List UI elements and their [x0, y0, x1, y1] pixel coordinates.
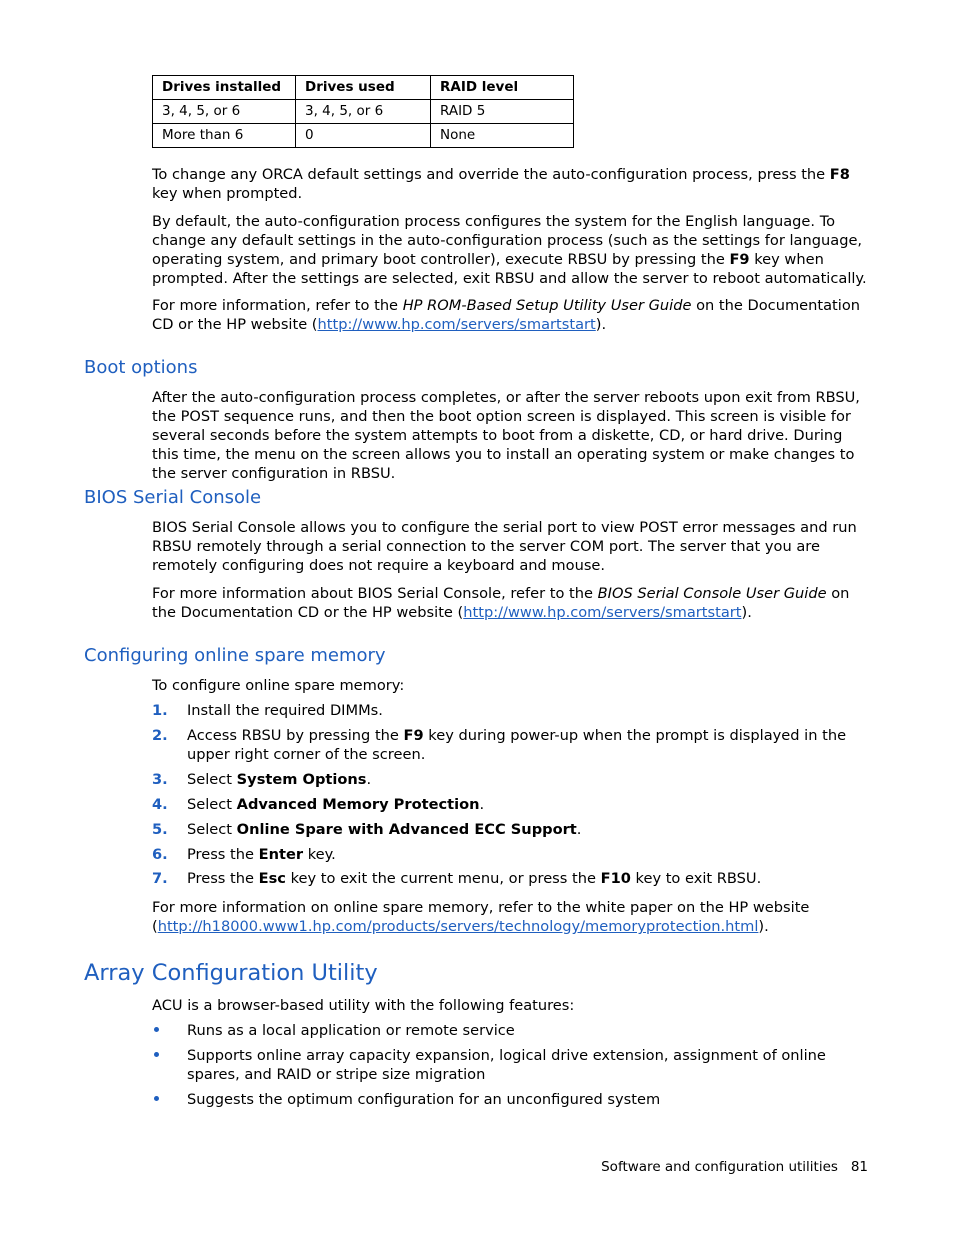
text: For more information, refer to the — [152, 297, 403, 314]
step-text — [187, 795, 870, 814]
text: By default, the auto-configuration process configures the system for the English language. To change any default settings in the auto-configuration process (such as the settings for language, operating system, and primary boot controller), execute RBSU by pressing the — [152, 213, 863, 268]
step-text — [187, 869, 870, 888]
footer-section-title: Software and configuration utilities — [601, 1159, 838, 1175]
step-text — [187, 820, 870, 839]
text: For more information about BIOS Serial Console, refer to the — [152, 585, 598, 602]
text: Select — [187, 796, 237, 813]
text: key to exit the current menu, or press the — [285, 870, 601, 887]
step-number: 2. — [152, 727, 168, 744]
step-number: 5. — [152, 821, 168, 838]
table-cell: 0 — [296, 124, 431, 148]
key-name: Esc — [258, 870, 286, 887]
text: ). — [758, 918, 769, 935]
text: Press the — [187, 870, 259, 887]
bullet-icon — [154, 1052, 159, 1057]
guide-title: BIOS Serial Console User Guide — [597, 585, 827, 602]
orca-paragraph — [152, 165, 870, 203]
step-number: 3. — [152, 771, 168, 788]
text: key when prompted. After the settings are selected, exit RBSU and allow the server to reboot automatically. — [152, 251, 867, 287]
table-cell: 3, 4, 5, or 6 — [153, 100, 296, 124]
text: ). — [741, 604, 752, 621]
bullet-icon — [154, 1096, 159, 1101]
boot-options-paragraph: After the auto-configuration process completes, or after the server reboots upon exit from RBSU, the POST sequence runs, and then the boot option screen is displayed. This screen is visible for several seconds before the system attempts to boot from a diskette, CD, or hard drive. During this time, the menu on the screen allows you to install an operating system or make changes to the server configuration in RBSU. — [152, 389, 860, 482]
spare-memory-info-paragraph — [152, 898, 870, 936]
step-text — [187, 726, 870, 764]
text: Select — [187, 771, 237, 788]
text: on the Documentation CD or the HP website ( — [152, 585, 850, 621]
text: . — [479, 796, 485, 813]
text: Press the — [187, 846, 259, 863]
step-number: 4. — [152, 796, 168, 813]
text: . — [576, 821, 582, 838]
memoryprotection-link[interactable]: http://h18000.www1.hp.com/products/servers/technology/memoryprotection.html — [157, 918, 759, 935]
table-header-cell: Drives used — [296, 76, 431, 100]
menu-option: Advanced Memory Protection — [236, 796, 480, 813]
acu-intro: ACU is a browser-based utility with the following features: — [152, 997, 575, 1014]
text: key to exit RBSU. — [630, 870, 762, 887]
table-cell: More than 6 — [153, 124, 296, 148]
step-text — [187, 701, 870, 720]
page-footer — [601, 1158, 868, 1177]
text: key. — [303, 846, 336, 863]
table-cell: 3, 4, 5, or 6 — [296, 100, 431, 124]
step-number: 7. — [152, 870, 168, 887]
bios-serial-info-paragraph — [152, 584, 870, 622]
bullet-icon — [154, 1027, 159, 1032]
key-name: Enter — [258, 846, 304, 863]
bullet-text: Runs as a local application or remote service — [187, 1022, 515, 1039]
page-number: 81 — [850, 1159, 868, 1175]
text: . — [366, 771, 372, 788]
key-name: F9 — [729, 251, 750, 268]
text: To change any ORCA default settings and override the auto-configuration process, press the — [152, 166, 830, 183]
default-settings-paragraph — [152, 212, 870, 288]
step-number: 6. — [152, 846, 168, 863]
acu-heading: Array Configuration Utility — [84, 960, 378, 986]
text: on the Documentation CD or the HP website ( — [152, 297, 861, 333]
table-cell: None — [431, 124, 574, 148]
text: key when prompted. — [152, 185, 303, 202]
text: Install the required DIMMs. — [187, 702, 383, 719]
spare-memory-heading: Configuring online spare memory — [84, 645, 386, 666]
table-header-row — [153, 76, 574, 100]
raid-table — [152, 75, 574, 148]
table-row — [153, 124, 574, 148]
table-header-cell: RAID level — [431, 76, 574, 100]
guide-title: HP ROM-Based Setup Utility User Guide — [402, 297, 692, 314]
spare-memory-intro: To configure online spare memory: — [152, 677, 405, 694]
text: Access RBSU by pressing the — [187, 727, 404, 744]
text: Select — [187, 821, 237, 838]
bullet-text: Suggests the optimum configuration for an unconfigured system — [187, 1091, 661, 1108]
table-cell: RAID 5 — [431, 100, 574, 124]
step-text — [187, 770, 870, 789]
bullet-text: Supports online array capacity expansion, logical drive extension, assignment of online spares, and RAID or stripe size migration — [187, 1047, 826, 1083]
menu-option: System Options — [236, 771, 367, 788]
step-text — [187, 845, 870, 864]
key-name: F8 — [829, 166, 850, 183]
smartstart-link[interactable]: http://www.hp.com/servers/smartstart — [317, 316, 596, 333]
key-name: F9 — [403, 727, 424, 744]
table-header-cell: Drives installed — [153, 76, 296, 100]
bios-serial-heading: BIOS Serial Console — [84, 487, 262, 508]
smartstart-link[interactable]: http://www.hp.com/servers/smartstart — [463, 604, 742, 621]
bios-serial-paragraph: BIOS Serial Console allows you to configure the serial port to view POST error messages and run RBSU remotely through a serial connection to the server COM port. The server that you are remotely configuring does not require a keyboard and mouse. — [152, 519, 857, 574]
text: For more information on online spare memory, refer to the white paper on the HP website ( — [152, 899, 810, 935]
step-number: 1. — [152, 702, 168, 719]
text: key during power-up when the prompt is displayed in the upper right corner of the screen. — [187, 727, 847, 763]
boot-options-heading: Boot options — [84, 357, 198, 378]
rbsu-info-paragraph — [152, 296, 870, 334]
table-row — [153, 100, 574, 124]
key-name: F10 — [600, 870, 631, 887]
text: ). — [595, 316, 607, 333]
menu-option: Online Spare with Advanced ECC Support — [236, 821, 577, 838]
